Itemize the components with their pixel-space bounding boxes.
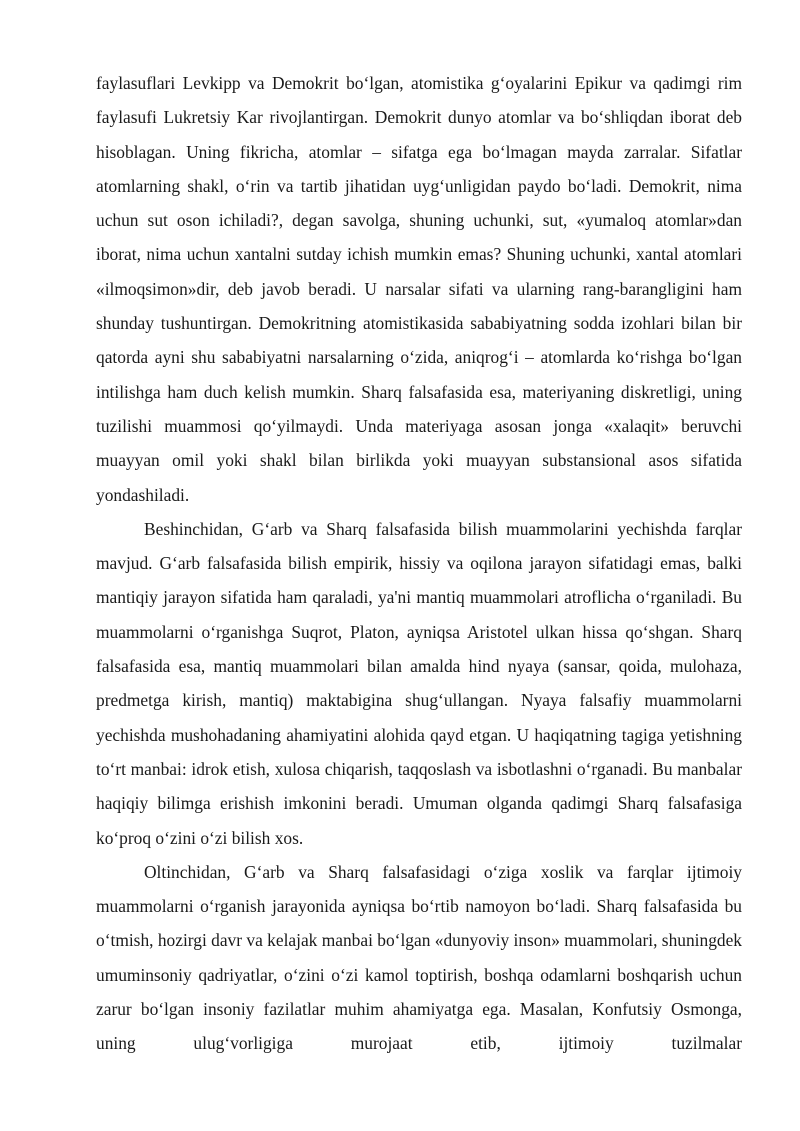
paragraph-fifth-cognition: Beshinchidan, G‘arb va Sharq falsafasida bilish muammolarini yechishda farqlar mavjud. G‘arb falsafasida bilish empirik, hissiy va oqilona jarayon sifatidagi emas, balki mantiqiy jarayon sifatida ham qaraladi, ya'ni mantiq muammolari atroflicha o‘rganiladi. Bu muammolarni o‘rganishga Suqrot, Platon, ayniqsa Aristotel ulkan hissa qo‘shgan. Sharq falsafasida esa, mantiq muammolari bilan amalda hind nyaya (sansar, qoida, mulohaza, predmetga kirish, mantiq) maktabigina shug‘ullangan. Nyaya falsafiy muammolarni yechishda mushohadaning ahamiyatini alohida qayd etgan. U haqiqatning tagiga yetishning to‘rt manbai: idrok etish, xulosa chiqarish, taqqoslash va isbotlashni o‘rganadi. Bu manbalar haqiqiy bilimga erishish imkonini beradi. Umuman olganda qadimgi Sharq falsafasiga ko‘proq o‘zini o‘zi bilish xos. [96,518,742,848]
document-page [96,66,742,1061]
paragraph-atomism: faylasuflari Levkipp va Demokrit bo‘lgan, atomistika g‘oyalarini Epikur va qadimgi rim faylasufi Lukretsiy Kar rivojlantirgan. Demokrit dunyo atomlar va bo‘shliqdan iborat deb hisoblagan. Uning fikricha, atomlar – sifatga ega bo‘lmagan mayda zarralar. Sifatlar atomlarning shakl, o‘rin va tartib jihatidan uyg‘unligidan paydo bo‘ladi. Demokrit, nima uchun sut oson ichiladi?, degan savolga, shuning uchunki, sut, «yumaloq atomlar»dan iborat, nima uchun xantalni sutday ichish mumkin emas? Shuning uchunki, xantal atomlari «ilmoqsimon»dir, deb javob beradi. U narsalar sifati va ularning rang-barangligini ham shunday tushuntirgan. Demokritning atomistikasida sababiyatning sodda izohlari bilan bir qatorda ayni shu sababiyatni narsalarning o‘zida, aniqrog‘i – atomlarda ko‘rishga bo‘lgan intilishga ham duch kelish mumkin. Sharq falsafasida esa, materiyaning diskretligi, uning tuzilishi muammosi qo‘yilmaydi. Unda materiyaga asosan jonga «xalaqit» beruvchi muayyan omil yoki shakl bilan birlikda yoki muayyan substansional asos sifatida yondashiladi. [96,73,742,505]
paragraph-sixth-social: Oltinchidan, G‘arb va Sharq falsafasidagi o‘ziga xoslik va farqlar ijtimoiy muammolarni o‘rganish jarayonida ayniqsa bo‘rtib namoyon bo‘ladi. Sharq falsafasida bu o‘tmish, hozirgi davr va kelajak manbai bo‘lgan «dunyoviy inson» muammolari, shuningdek umuminsoniy qadriyatlar, o‘zini o‘zi kamol toptirish, boshqa odamlarni boshqarish uchun zarur bo‘lgan insoniy fazilatlar muhim ahamiyatga ega. Masalan, Konfutsiy Osmonga, uning ulug‘vorligiga murojaat etib, ijtimoiy tuzilmalar [96,861,742,1054]
